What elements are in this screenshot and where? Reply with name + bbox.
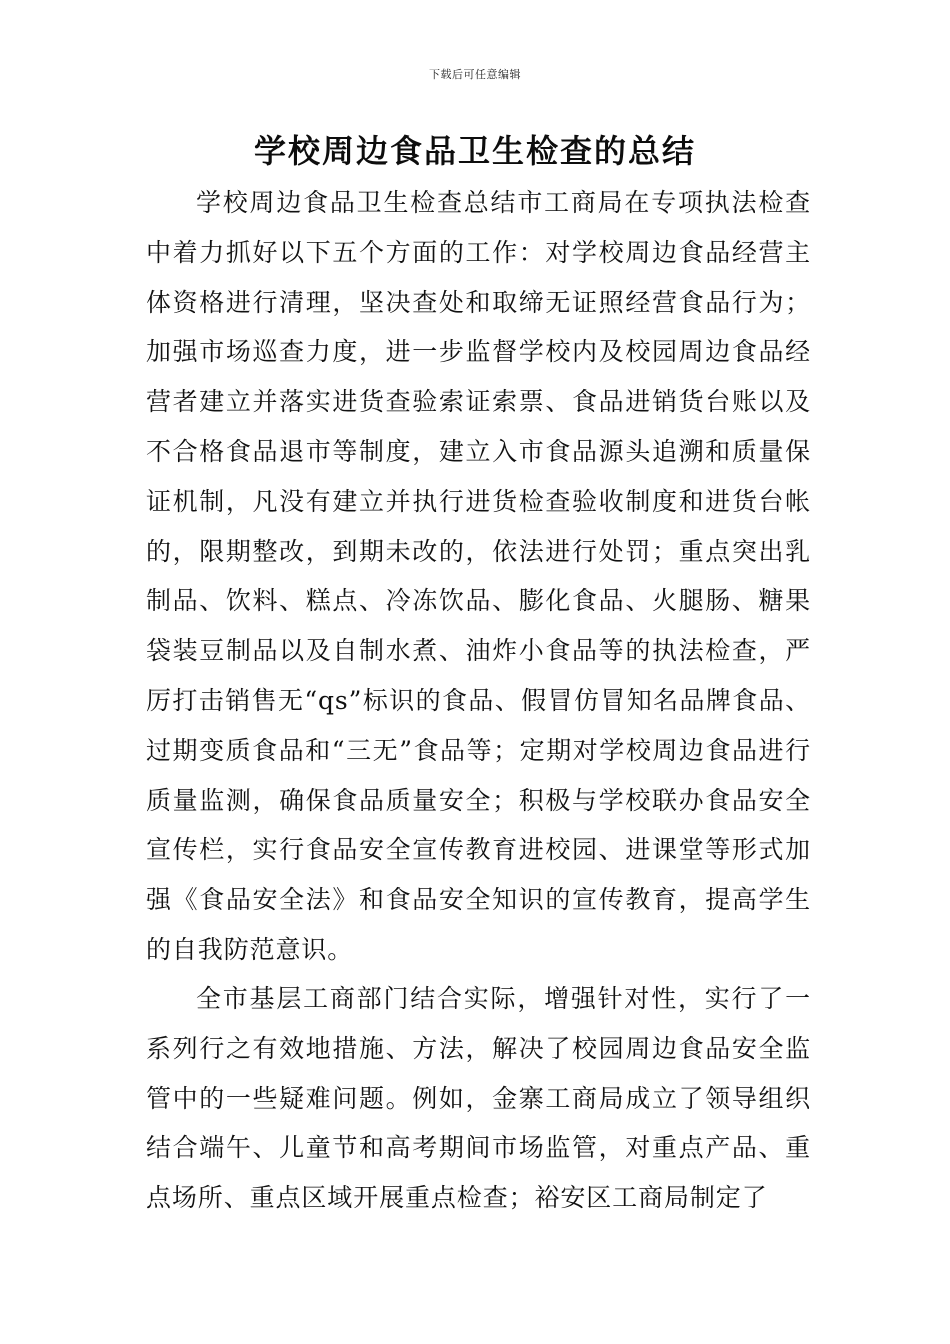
body-paragraph-2: 全市基层工商部门结合实际，增强针对性，实行了一系列行之有效地措施、方法，解决了校园周边食品安全监管中的一些疑难问题。例如，金寨工商局成立了领导组织结合端午、儿童节和高考期间市场监管，对重点产品、重点场所、重点区域开展重点检查；裕安区工商局制定了	[146, 984, 811, 1213]
body-paragraph-1: 学校周边食品卫生检查总结市工商局在专项执法检查中着力抓好以下五个方面的工作：对学校周边食品经营主体资格进行清理，坚决查处和取缔无证照经营食品行为；加强市场巡查力度，进一步监督学校内及校园周边食品经营者建立并落实进货查验索证索票、食品进销货台账以及不合格食品退市等制度，建立入市食品源头追溯和质量保证机制，凡没有建立并执行进货检查验收制度和进货台帐的，限期整改，到期未改的，依法进行处罚；重点突出乳制品、饮料、糕点、冷冻饮品、膨化食品、火腿肠、糖果袋装豆制品以及自制水煮、油炸小食品等的执法检查，严厉打击销售无“qs”标识的食品、假冒仿冒知名品牌食品、过期变质食品和“三无”食品等；定期对学校周边食品进行质量监测，确保食品质量安全；积极与学校联办食品安全宣传栏，实行食品安全宣传教育进校园、进课堂等形式加强《食品安全法》和食品安全知识的宣传教育，提高学生的自我防范意识。	[146, 188, 811, 964]
document-title: 学校周边食品卫生检查的总结	[253, 132, 696, 170]
header-note: 下载后可任意编辑	[429, 68, 521, 81]
